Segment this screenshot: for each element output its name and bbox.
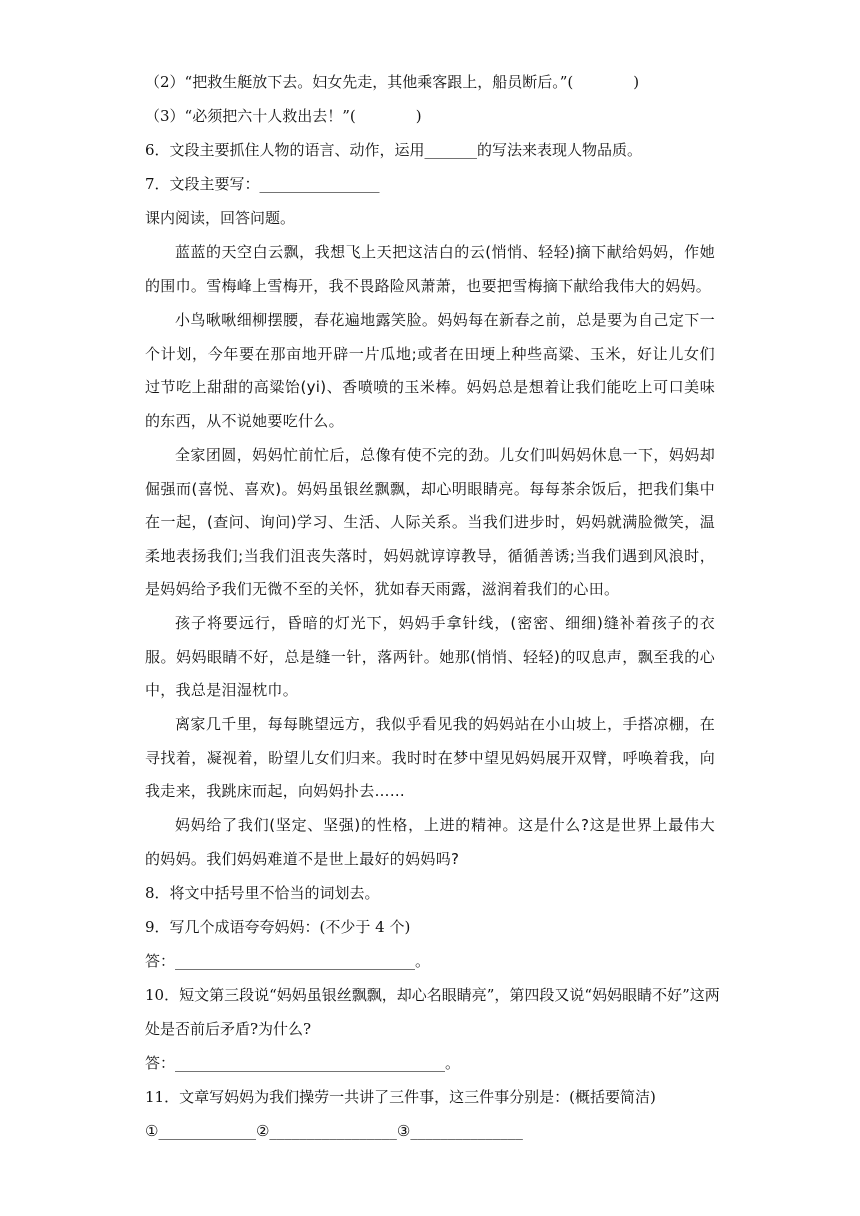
question-9: 9．写几个成语夸夸妈妈：(不少于 4 个) [145, 918, 411, 936]
question-6: 6．文段主要抓住人物的语言、动作，运用_______的写法来表现人物品质。 [145, 141, 643, 159]
question-10-answer-line: 答：____________________________________。 [145, 1054, 461, 1072]
passage-paragraph-6: 妈妈给了我们(坚定、坚强)的性格，上进的精神。这是什么?这是世界上最伟大的妈妈。我们妈妈难道不是世上最好的妈妈吗? [145, 816, 715, 868]
question-9-answer-line: 答：________________________________。 [145, 952, 431, 970]
question-5-item-3: （3）“必须把六十人救出去！”( ) [145, 107, 422, 125]
passage-paragraph-2: 小鸟啾啾细柳摆腰，春花遍地露笑脸。妈妈每在新春之前，总是要为自己定下一个计划，今年要在那亩地开辟一片瓜地;或者在田埂上种些高粱、玉米，好让儿女们过节吃上甜甜的高粱饴(yi)、香喷喷的玉米棒。妈妈总是想着让我们能吃上可口美味的东西，从不说她要吃什么。 [145, 311, 715, 430]
passage-paragraph-5: 离家几千里，每每眺望远方，我似乎看见我的妈妈站在小山坡上，手搭凉棚，在寻找着，凝视着，盼望儿女们归来。我时时在梦中望见妈妈展开双臂，呼唤着我，向我走来，我跳床而起，向妈妈扑去…… [145, 715, 715, 800]
question-10-line-2: 处是否前后矛盾?为什么? [145, 1020, 312, 1038]
question-10-line-1: 10．短文第三段说“妈妈虽银丝飘飘，却心名眼睛亮”，第四段又说“妈妈眼睛不好”这两 [145, 986, 720, 1004]
question-7: 7．文段主要写：________________ [145, 175, 380, 193]
passage-paragraph-1: 蓝蓝的天空白云飘，我想飞上天把这洁白的云(悄悄、轻轻)摘下献给妈妈，作她的围巾。雪梅峰上雪梅开，我不畏路险风萧萧，也要把雪梅摘下献给我伟大的妈妈。 [145, 243, 715, 295]
question-11: 11．文章写妈妈为我们操劳一共讲了三件事，这三件事分别是：(概括要简洁) [145, 1088, 656, 1106]
reading-instruction: 课内阅读，回答问题。 [145, 209, 296, 227]
passage-paragraph-3: 全家团圆，妈妈忙前忙后，总像有使不完的劲。儿女们叫妈妈休息一下，妈妈却倔强而(喜悦、喜欢)。妈妈虽银丝飘飘，却心明眼睛亮。每每茶余饭后，把我们集中在一起，(查问、询问)学习、生活、人际关系。当我们进步时，妈妈就满脸微笑，温柔地表扬我们;当我们沮丧失落时，妈妈就谆谆教导，循循善诱;当我们遇到风浪时，是妈妈给予我们无微不至的关怀，犹如春天雨露，滋润着我们的心田。 [145, 446, 715, 598]
question-8: 8．将文中括号里不恰当的词划去。 [145, 884, 380, 902]
passage-paragraph-4: 孩子将要远行，昏暗的灯光下，妈妈手拿针线，(密密、细细)缝补着孩子的衣服。妈妈眼睛不好，总是缝一针，落两针。她那(悄悄、轻轻)的叹息声，飘至我的心中，我总是泪湿枕巾。 [145, 614, 715, 699]
question-5-item-2: （2）“把救生艇放下去。妇女先走，其他乘客跟上，船员断后。”( ) [145, 73, 640, 91]
question-11-answer-blanks: ①_____________②_________________③_______________ [145, 1122, 523, 1140]
